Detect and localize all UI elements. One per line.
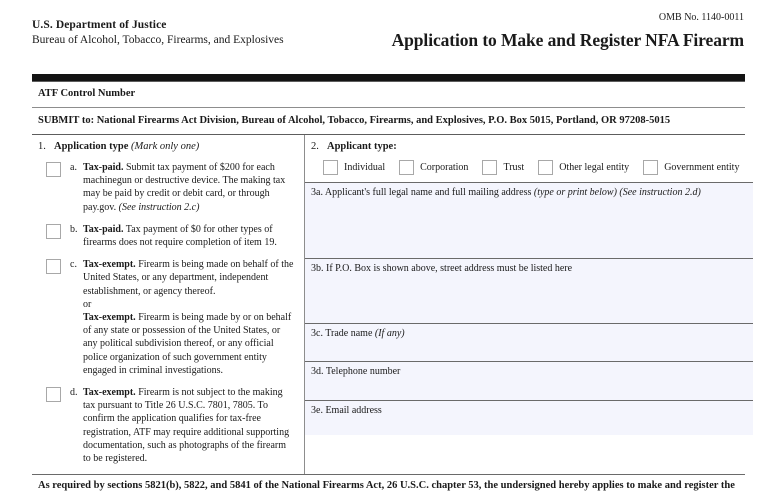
- applicant-type-individual[interactable]: [323, 160, 385, 175]
- checkbox-applicant-individual[interactable]: [323, 160, 338, 175]
- applicant-type-label: Other legal entity: [559, 162, 630, 173]
- checkbox-application-type-c[interactable]: [46, 259, 61, 274]
- option-body: Submit tax payment of $200 for each machinegun or destructive device. The making tax may be paid by credit or debit card, or through pay.gov.: [83, 162, 286, 213]
- option-bold-lead: Tax-exempt.: [83, 259, 136, 271]
- field-3c-trade-name[interactable]: [305, 323, 753, 361]
- field-label-italic: (type or print below) (See instruction 2.d): [533, 187, 701, 198]
- application-type-option-c[interactable]: [38, 258, 298, 377]
- top-black-bar: [32, 74, 745, 81]
- field-3a-legal-name-address[interactable]: [305, 182, 753, 258]
- option-separator: or: [83, 298, 92, 310]
- field-3e-input[interactable]: [305, 420, 753, 435]
- checkbox-application-type-a[interactable]: [46, 162, 61, 177]
- field-label-text: 3e. Email address: [311, 405, 382, 416]
- form-title: Application to Make and Register NFA Firearm: [391, 30, 744, 50]
- field-3c-input[interactable]: [305, 343, 753, 361]
- field-3d-input[interactable]: [305, 381, 753, 400]
- applicant-type-trust[interactable]: [482, 160, 524, 175]
- field-3e-label: [305, 401, 753, 420]
- item1-instruction: (Mark only one): [131, 141, 200, 152]
- checkbox-application-type-b[interactable]: [46, 224, 61, 239]
- option-body: Firearm is not subject to the making tax pursuant to Title 26 U.S.C. 7801, 7805. To confirm the application qualifies for tax-free registration, ATF may require additional supporting documentation, such as photographs of the firearm to be registered.: [83, 387, 290, 465]
- field-3d-telephone-number[interactable]: [305, 361, 753, 400]
- applicant-type-label: Individual: [344, 162, 386, 173]
- bureau-name: Bureau of Alcohol, Tobacco, Firearms, and Explosives: [32, 34, 284, 46]
- option-letter: b.: [70, 223, 78, 235]
- field-3c-label: [305, 324, 753, 343]
- applicant-type-options: [311, 160, 753, 182]
- option-body: Firearm is being made on behalf of the United States, or any department, independent establishment, or agency thereof.: [83, 259, 294, 297]
- field-3b-street-address[interactable]: [305, 258, 753, 323]
- option-body-2: Firearm is being made by or on behalf of any state or possession of the United States, or any political subdivision thereof, or any official police organization of such government entity engaged in criminal investigations.: [83, 312, 292, 376]
- checkbox-applicant-other-legal-entity[interactable]: [538, 160, 553, 175]
- column-application-type: [32, 135, 305, 474]
- option-text: [81, 223, 298, 249]
- option-bold-lead: Tax-exempt.: [83, 387, 136, 399]
- field-3b-input[interactable]: [305, 278, 753, 323]
- option-text: [81, 386, 298, 465]
- checkbox-applicant-government-entity[interactable]: [643, 160, 658, 175]
- applicant-type-other-legal-entity[interactable]: [538, 160, 629, 175]
- option-letter: c.: [70, 259, 77, 271]
- item2-block: [305, 135, 753, 182]
- field-3d-label: [305, 362, 753, 381]
- applicant-type-label: Corporation: [420, 162, 469, 173]
- applicant-type-label: Government entity: [664, 162, 740, 173]
- department-name: U.S. Department of Justice: [32, 19, 167, 31]
- column-applicant-info: [305, 135, 753, 474]
- field-label-text: 3a. Applicant's full legal name and full mailing address: [311, 187, 534, 198]
- option-body: Tax payment of $0 for other types of firearms does not require completion of item 19.: [83, 223, 277, 249]
- item1-number: 1.: [38, 141, 46, 152]
- field-label-text: 3d. Telephone number: [311, 366, 401, 377]
- checkbox-applicant-corporation[interactable]: [399, 160, 414, 175]
- option-text: [81, 258, 298, 377]
- atf-control-number-label: ATF Control Number: [38, 88, 136, 99]
- field-3b-label: [305, 259, 753, 278]
- option-bold-lead-2: Tax-exempt.: [83, 312, 136, 324]
- item2-heading: [311, 140, 753, 160]
- item1-heading: [38, 138, 298, 161]
- application-type-option-a[interactable]: [38, 161, 298, 214]
- option-italic-note: (See instruction 2.c): [118, 201, 200, 213]
- field-3a-input[interactable]: [305, 202, 753, 258]
- certification-statement: As required by sections 5821(b), 5822, and 5841 of the National Firearms Act, 26 U.S.C. chapter 53, the undersigned hereby applies to make and register the: [32, 474, 745, 493]
- form-body: [32, 135, 745, 474]
- omb-number: OMB No. 1140-0011: [658, 12, 744, 23]
- option-bold-lead: Tax-paid.: [83, 162, 124, 173]
- application-type-option-b[interactable]: [38, 223, 298, 249]
- item2-number: 2.: [311, 141, 319, 152]
- field-label-text: 3c. Trade name: [311, 328, 375, 339]
- field-label-italic: (If any): [374, 328, 405, 339]
- field-3e-email-address[interactable]: [305, 400, 753, 435]
- option-text: [81, 161, 298, 214]
- form-table: [32, 74, 745, 493]
- option-bold-lead: Tax-paid.: [83, 223, 124, 235]
- submit-to-instruction: SUBMIT to: National Firearms Act Division, Bureau of Alcohol, Tobacco, Firearms, and Explosives, P.O. Box 5015, Portland, OR 97208-5015: [38, 115, 671, 126]
- option-letter: a.: [70, 162, 77, 173]
- item1-title: Application type: [54, 141, 129, 152]
- option-letter: d.: [70, 387, 78, 399]
- checkbox-applicant-trust[interactable]: [482, 160, 497, 175]
- field-3a-label: [305, 183, 753, 202]
- masthead: [0, 0, 768, 72]
- item2-title: Applicant type:: [327, 141, 397, 152]
- agency-block: [32, 18, 284, 48]
- applicant-type-government-entity[interactable]: [643, 160, 739, 175]
- checkbox-application-type-d[interactable]: [46, 387, 61, 402]
- applicant-type-corporation[interactable]: [399, 160, 468, 175]
- application-type-option-d[interactable]: [38, 386, 298, 465]
- applicant-type-label: Trust: [503, 162, 525, 173]
- field-label-text: 3b. If P.O. Box is shown above, street address must be listed here: [311, 263, 573, 274]
